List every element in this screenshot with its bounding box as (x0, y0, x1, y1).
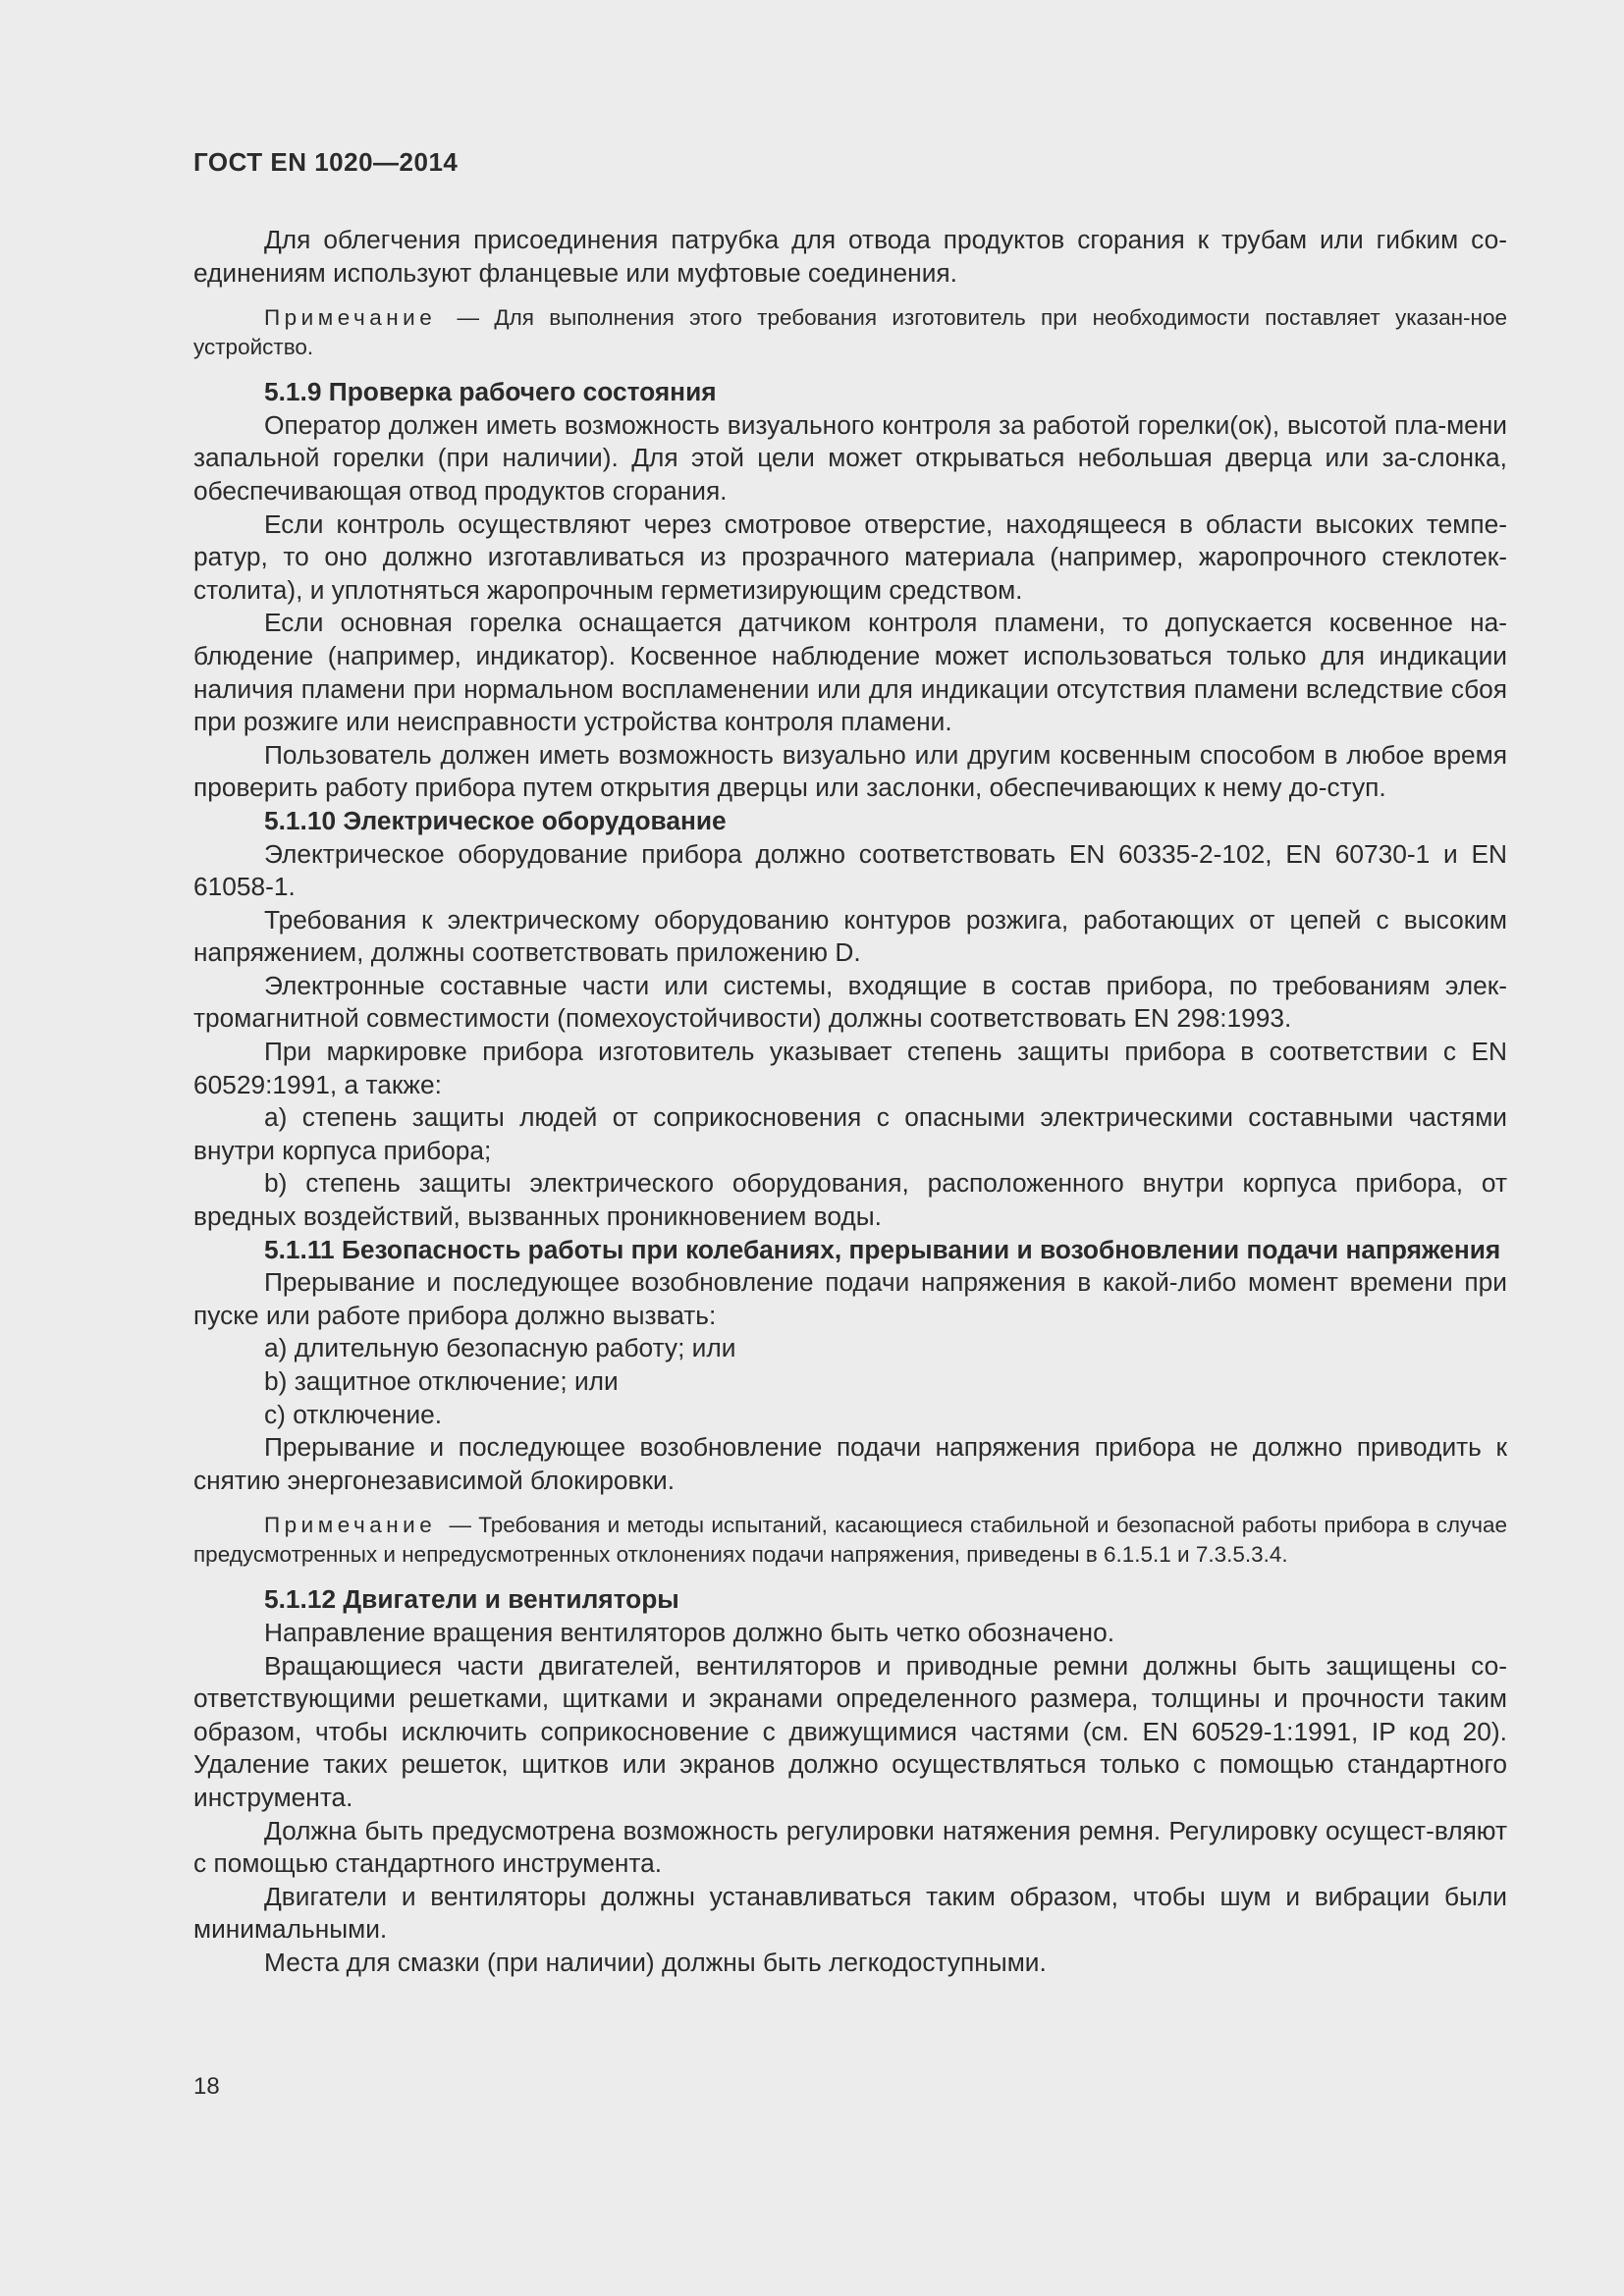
section-heading: 5.1.12 Двигатели и вентиляторы (264, 1584, 679, 1615)
paragraph: Для облегчения присоединения патрубка для отвода продуктов сгорания к трубам или гибким со-единениям используют фланцевые или муфтовые соединения. (193, 225, 1507, 288)
paragraph: Места для смазки (при наличии) должны быть легкодоступными. (264, 1947, 1047, 1977)
document-header: ГОСТ EN 1020—2014 (193, 147, 459, 177)
document-body (193, 224, 1507, 1980)
paragraph: Прерывание и последующее возобновление подачи напряжения в какой-либо момент времени при пуске или работе прибора должно вызвать: (193, 1267, 1507, 1330)
note-label: Примечание (264, 1513, 437, 1538)
list-item: c) отключение. (264, 1399, 443, 1429)
list-item: b) степень защиты электрического оборудования, расположенного внутри корпуса прибора, от вредных воздействий, вызванных проникновением воды. (193, 1168, 1507, 1232)
paragraph: При маркировке прибора изготовитель указывает степень защиты прибора в соответствии с EN 60529:1991, а также: (193, 1037, 1507, 1099)
paragraph: Пользователь должен иметь возможность визуально или другим косвенным способом в любое время проверить работу прибора путем открытия дверцы или заслонки, обеспечивающих к нему до-ступ. (193, 739, 1507, 803)
list-item: a) степень защиты людей от соприкосновения с опасными электрическими составными частями внутри корпуса прибора; (193, 1102, 1507, 1165)
page-number: 18 (193, 2073, 220, 2100)
paragraph: Электронные составные части или системы, входящие в состав прибора, по требованиям элек-тромагнитной совместимости (помехоустойчивости) должны соответствовать EN 298:1993. (193, 970, 1507, 1034)
list-item: a) длительную безопасную работу; или (264, 1333, 736, 1363)
note (193, 1511, 1507, 1570)
paragraph: Если основная горелка оснащается датчиком контроля пламени, то допускается косвенное на-блюдение (например, индикатор). Косвенное наблюдение может использоваться только для индикации наличия пламени при нормальном воспламенении или для индикации отсутствия пламени вследствие сбоя при розжиге или неисправности устройства контроля пламени. (193, 608, 1507, 737)
paragraph: Если контроль осуществляют через смотровое отверстие, находящееся в области высоких темпе-ратур, то оно должно изготавливаться из прозрачного материала (например, жаропрочного стеклотек-столита), и уплотняться жаропрочным герметизирующим средством. (193, 508, 1507, 605)
paragraph: Требования к электрическому оборудованию контуров розжига, работающих от цепей с высоким напряжением, должны соответствовать приложению D. (193, 904, 1507, 968)
note-text: — Для выполнения этого требования изготовитель при необходимости поставляет указан-ное устройство. (193, 305, 1507, 360)
note-label: Примечание (264, 305, 437, 331)
paragraph: Направление вращения вентиляторов должно быть четко обозначено. (264, 1617, 1115, 1647)
paragraph: Электрическое оборудование прибора должно соответствовать EN 60335-2-102, EN 60730-1 и EN 61058-1. (193, 838, 1507, 902)
paragraph: Оператор должен иметь возможность визуального контроля за работой горелки(ок), высотой пла-мени запальной горелки (при наличии). Для этой цели может открываться небольшая дверца или за-слонка, обеспечивающая отвод продуктов сгорания. (193, 409, 1507, 506)
paragraph: Вращающиеся части двигателей, вентиляторов и приводные ремни должны быть защищены со-ответствующими решетками, щитками и экранами определенного размера, толщины и прочности таким образом, чтобы исключить соприкосновение с движущимися частями (см. EN 60529-1:1991, IP код 20). Удаление таких решеток, щитков или экранов должно осуществляться только с помощью стандартного инструмента. (193, 1650, 1507, 1812)
note-text: — Требования и методы испытаний, касающиеся стабильной и безопасной работы прибора в случае предусмотренных и непредусмотренных отклонениях подачи напряжения, приведены в 6.1.5.1 и 7.3.5.3.4. (193, 1513, 1507, 1568)
section-heading: 5.1.10 Электрическое оборудование (264, 805, 727, 835)
paragraph: Должна быть предусмотрена возможность регулировки натяжения ремня. Регулировку осущест-вляют с помощью стандартного инструмента. (193, 1815, 1507, 1879)
list-item: b) защитное отключение; или (264, 1366, 619, 1396)
paragraph: Двигатели и вентиляторы должны устанавливаться таким образом, чтобы шум и вибрации были минимальными. (193, 1881, 1507, 1945)
note (193, 303, 1507, 362)
section-heading: 5.1.9 Проверка рабочего состояния (264, 377, 717, 407)
section-heading: 5.1.11 Безопасность работы при колебаниях, прерывании и возобновлении подачи напряжения (264, 1234, 1501, 1264)
paragraph: Прерывание и последующее возобновление подачи напряжения прибора не должно приводить к снятию энергонезависимой блокировки. (193, 1432, 1507, 1495)
